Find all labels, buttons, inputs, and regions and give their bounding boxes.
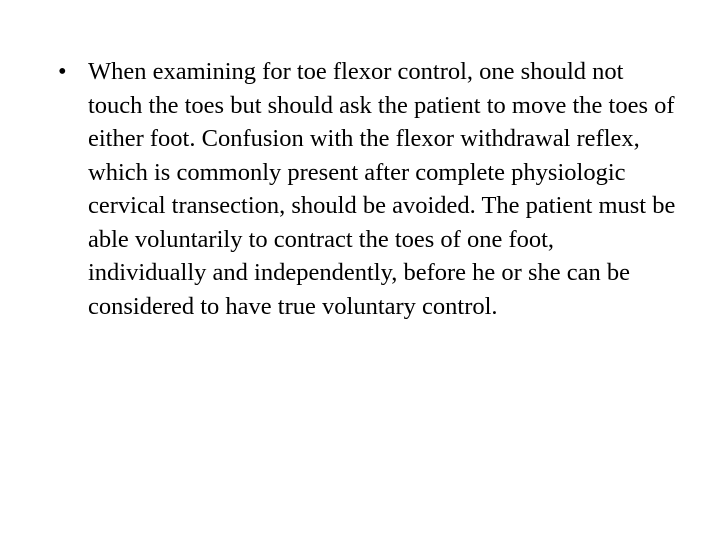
bullet-item: [58, 55, 678, 323]
bullet-marker: •: [58, 58, 67, 85]
bullet-text: When examining for toe flexor control, one should not touch the toes but should ask the patient to move the toes of either foot. Confusion with the flexor withdrawal reflex, which is commonly present after complete physiologic cervical transection, should be avoided. The patient must be able voluntarily to contract the toes of one foot, individually and independently, before he or she can be considered to have true voluntary control.: [88, 58, 676, 320]
bullet-list: [58, 55, 678, 323]
